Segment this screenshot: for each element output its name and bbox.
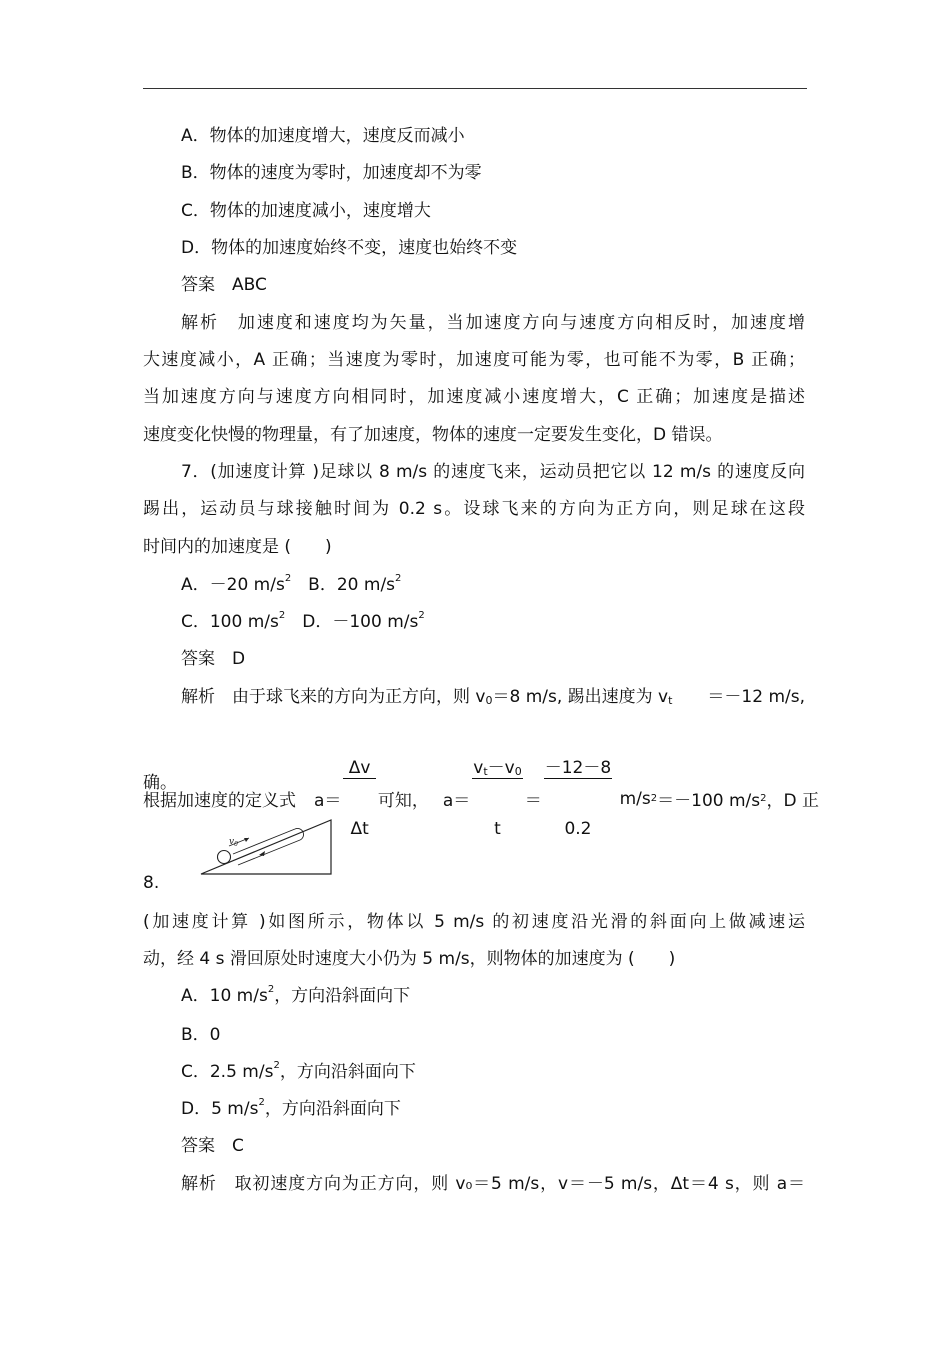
q6-explanation-line2: 大速度减小，A 正确；当速度为零时，加速度可能为零，也可能不为零，B 正确； (143, 350, 805, 370)
fraction-dv-dt: $\frac{\Delta v}{\Delta t}$ (343, 718, 375, 879)
q7-exp-part2: ＝－12 m/s, (707, 687, 805, 707)
q7-stem-line3: 时间内的加速度是 ( ) (143, 537, 332, 557)
q6-option-a: A．物体的加速度增大，速度反而减小 (181, 126, 465, 146)
incline-figure (199, 816, 335, 878)
q6-explanation-line4: 速度变化快慢的物理量，有了加速度，物体的速度一定要发生变化，D 错误。 (143, 425, 723, 445)
motion-path (233, 828, 304, 865)
ball (218, 851, 231, 864)
q7-stem-line1: 7．(加速度计算 )足球以 8 m/s 的速度飞来，运动员把它以 12 m/s 的速度反向 (181, 462, 805, 482)
q8-option-c: C．2.5 $m/s^2$，方向沿斜面向下 (181, 1060, 416, 1082)
q7-explanation-line3: 确。 (143, 773, 177, 793)
q8-option-b: B．0 (181, 1025, 221, 1045)
q7-stem-line2: 踢出，运动员与球接触时间为 0.2 s。设球飞来的方向为正方向，则足球在这段 (143, 499, 805, 519)
fraction-vt-v0: $\frac{v_t-v_0}{t}$ (473, 758, 522, 839)
q6-option-d: D．物体的加速度始终不变，速度也始终不变 (181, 238, 518, 258)
q7-option-a: A．－20 m/s (181, 575, 285, 595)
q8-number: 8. (143, 873, 160, 893)
return-arrow (259, 851, 265, 856)
fraction-numeric: $\frac{-12-8}{0.2}$ (544, 758, 612, 839)
q8-option-a: A．10 $m/s^2$，方向沿斜面向下 (181, 984, 411, 1006)
q8-stem-line1: (加速度计算 )如图所示，物体以 5 m/s 的初速度沿光滑的斜面向上做减速运 (143, 912, 805, 932)
q6-option-b: B．物体的速度为零时，加速度却不为零 (181, 163, 482, 183)
q6-explanation-line3: 当加速度方向与速度方向相同时，加速度减小速度增大，C 正确；加速度是描述 (143, 387, 805, 407)
q7-options-cd: C．100 $m/s^2$ D．－100 $m/s^2$ (181, 610, 425, 632)
q7-explanation-equation: 根据加速度的定义式 a＝ $\frac{\Delta v}{\Delta t}$ 可知， a＝ $\frac{v_t-v_0}{t}$ ＝ $\frac{-12-8}{0.2}$ m/s 2 ＝－100 m/s 2 ，D 正 (143, 718, 805, 879)
q7-option-b: B．20 m/s (291, 575, 396, 595)
q8-stem-line2: 动，经 4 s 滑回原处时速度大小仍为 5 m/s，则物体的加速度为 ( ) (143, 949, 676, 969)
q6-explanation-line1: 解析 加速度和速度均为矢量，当加速度方向与速度方向相反时，加速度增 (181, 313, 805, 333)
q8-explanation-line1: 解析 取初速度方向为正方向，则 v₀＝5 m/s，v＝－5 m/s，Δt＝4 s，则 a＝ (181, 1174, 805, 1194)
q6-answer: 答案 ABC (181, 275, 267, 295)
q7-answer: 答案 D (181, 649, 246, 669)
v0-label: $v_0$ (229, 837, 238, 848)
q7-option-c: C．100 m/s (181, 612, 279, 632)
q8-option-d: D．5 $m/s^2$，方向沿斜面向下 (181, 1097, 401, 1119)
incline-triangle (201, 820, 331, 874)
q6-option-c: C．物体的加速度减小，速度增大 (181, 201, 431, 221)
q8-answer: 答案 C (181, 1136, 244, 1156)
q7-exp-part1: 解析 由于球飞来的方向为正方向，则 $v_0=8$ m/s, 踢出速度为 $v_t$ (181, 687, 673, 707)
q7-option-d: D．－100 m/s (285, 612, 419, 632)
q7-explanation-line1 (181, 686, 805, 708)
q7-options-ab: A．－20 $m/s^2$ B．20 $m/s^2$ (181, 573, 402, 595)
header-rule (143, 88, 807, 89)
